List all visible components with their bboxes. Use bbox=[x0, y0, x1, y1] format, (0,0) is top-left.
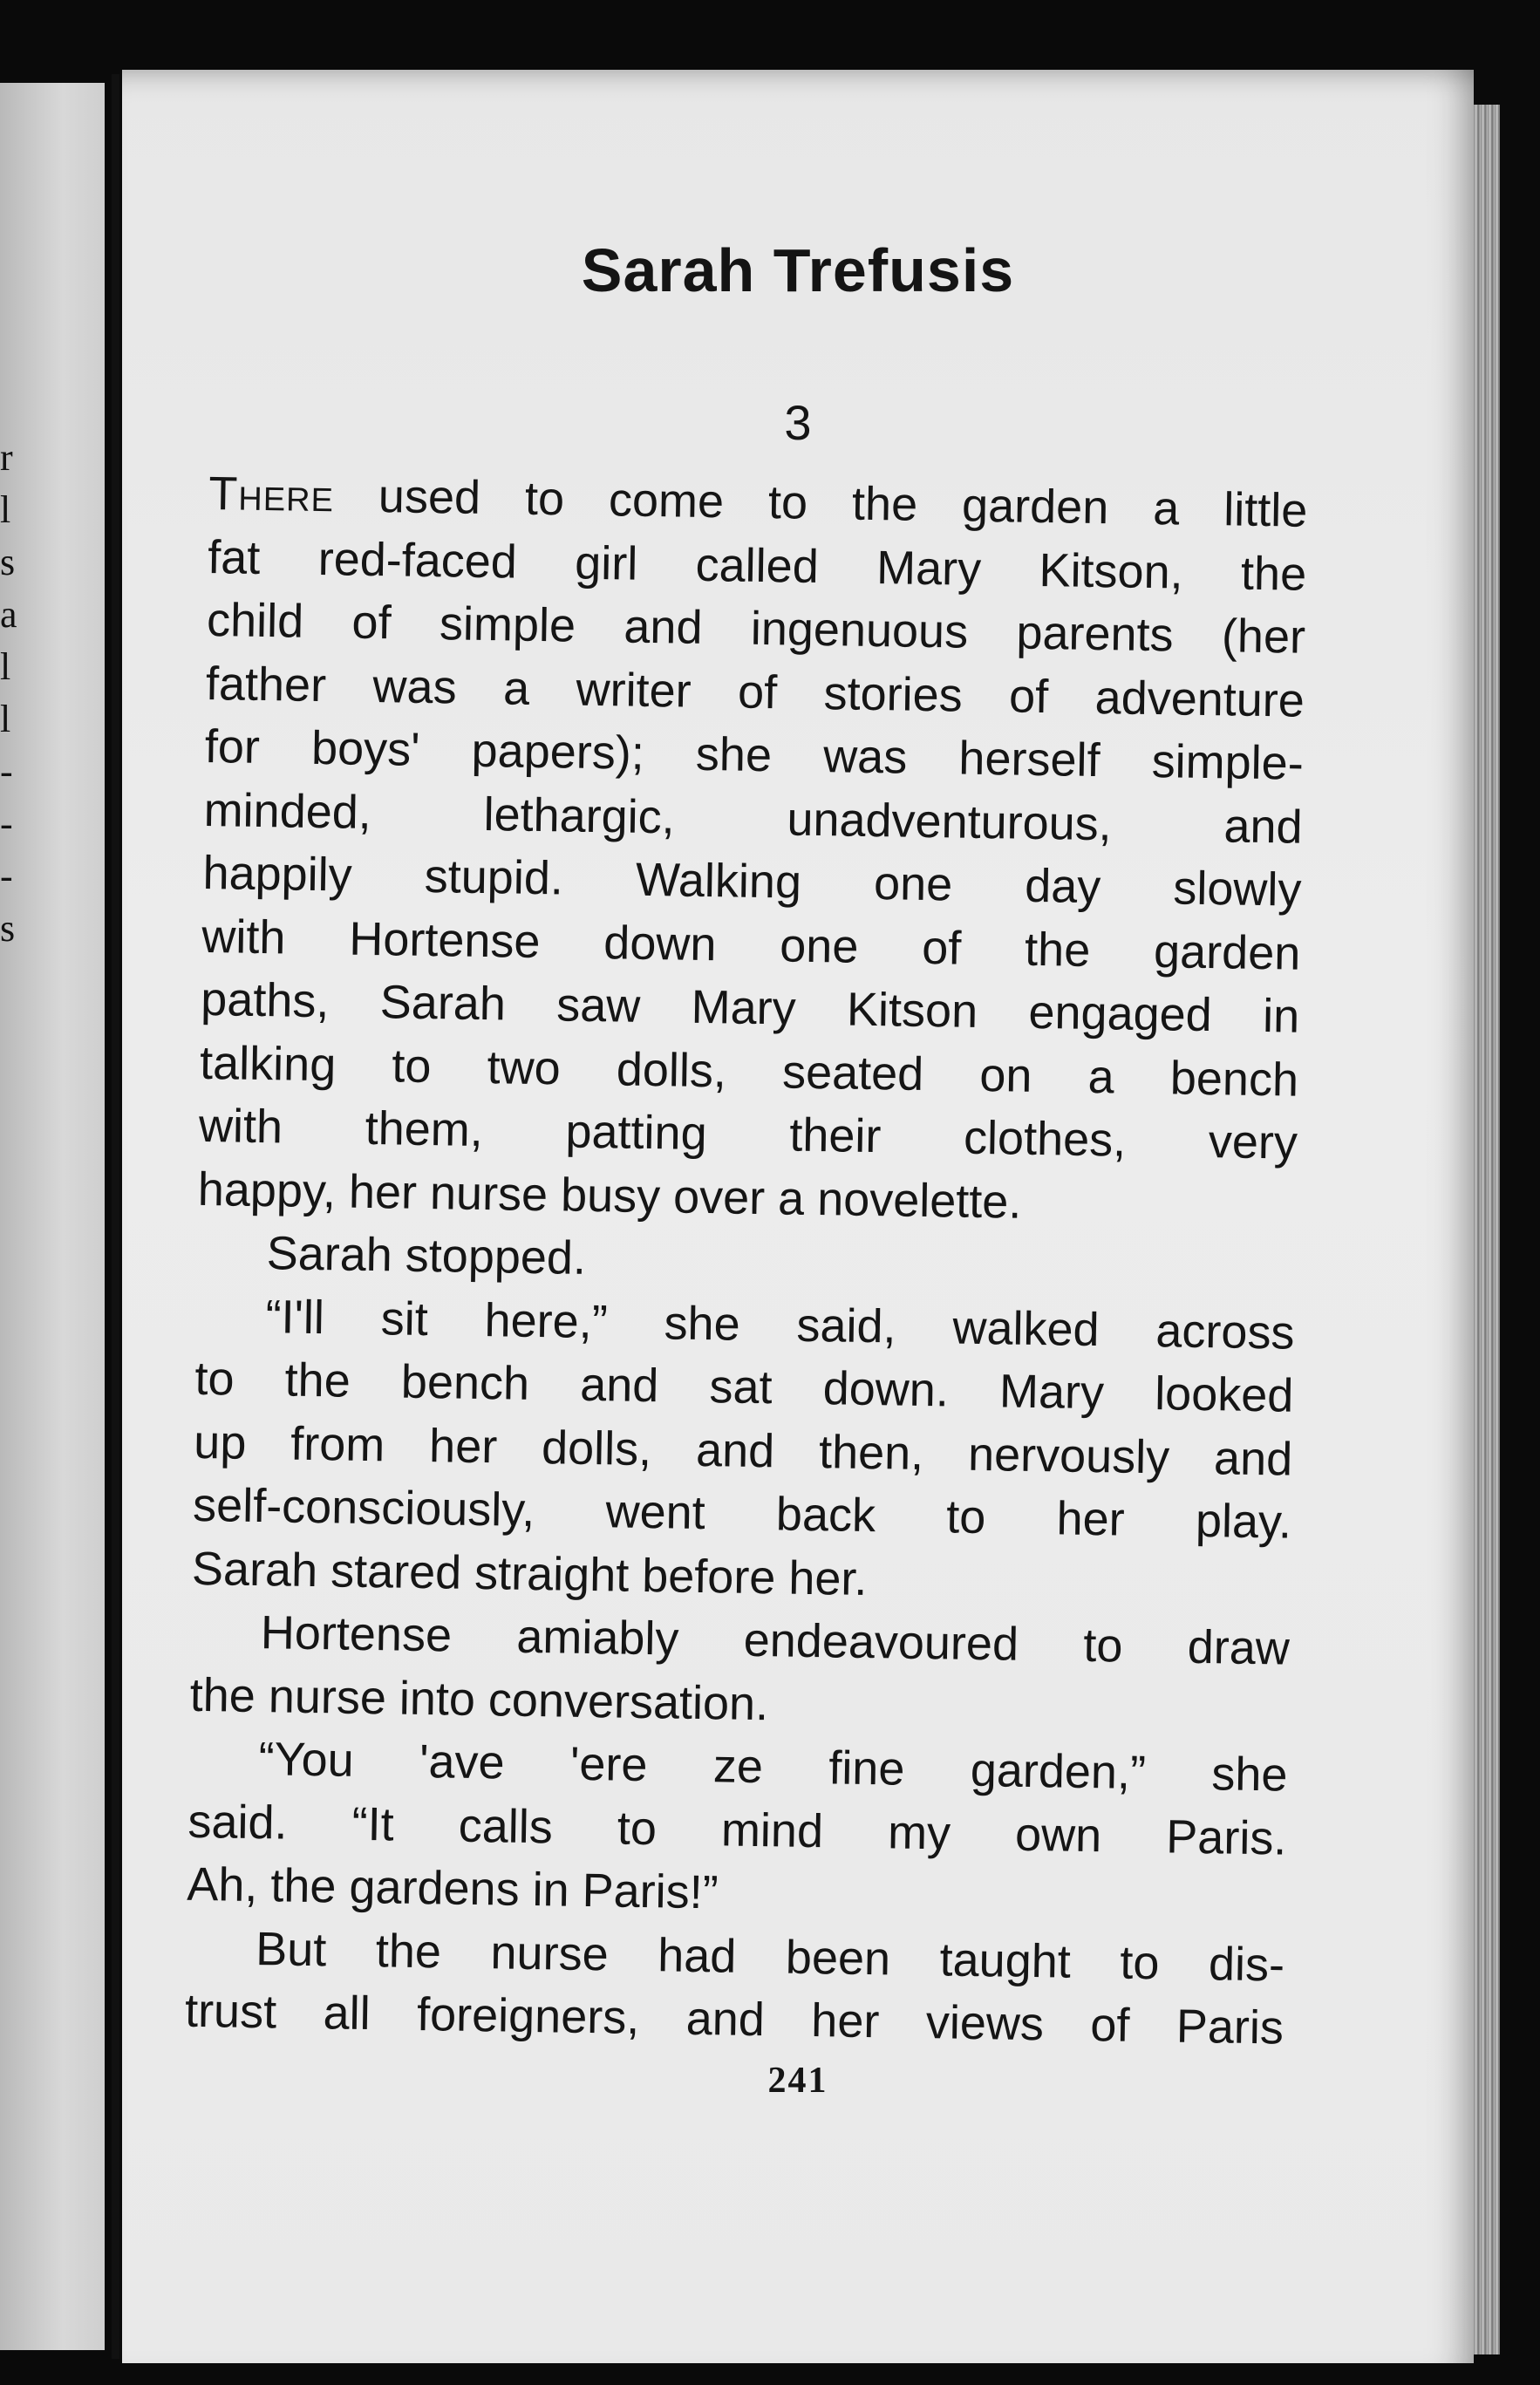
text-line: But the nurse had been taught to dis- bbox=[255, 1922, 1285, 1992]
body-text bbox=[185, 462, 1308, 2060]
text-line: with Hortense down one of the garden bbox=[201, 910, 1301, 980]
text-line: trust all foreigners, and her views of Paris bbox=[184, 1984, 1284, 2055]
text-line: Hortense amiably endeavoured to draw bbox=[260, 1606, 1291, 1675]
facing-page-letters: r l s a l l - - - s bbox=[0, 436, 17, 950]
text-line: self-consciously, went back to her play. bbox=[192, 1478, 1292, 1549]
text-line: minded, lethargic, unadventurous, and bbox=[203, 783, 1304, 854]
text-line: with them, patting their clothes, very bbox=[198, 1099, 1298, 1169]
text-line: child of simple and ingenuous parents (her bbox=[206, 593, 1306, 664]
text-line: fat red-faced girl called Mary Kitson, the bbox=[207, 530, 1307, 601]
text-line: There used to come to the garden a little bbox=[208, 467, 1308, 537]
text-line: happily stupid. Walking one day slowly bbox=[202, 846, 1302, 917]
text-line: to the bench and sat down. Mary looked bbox=[194, 1352, 1294, 1422]
book-gutter bbox=[112, 74, 119, 2359]
text-line: Sarah stopped. bbox=[266, 1227, 587, 1284]
text-line: for boys' papers); she was herself simple- bbox=[204, 719, 1305, 790]
text-line: said. “It calls to mind my own Paris. bbox=[187, 1795, 1287, 1865]
text-line: up from her dolls, and then, nervously and bbox=[193, 1415, 1293, 1486]
facing-page-edge bbox=[0, 83, 105, 2350]
text-line: paths, Sarah saw Mary Kitson engaged in bbox=[200, 972, 1300, 1043]
text-line: father was a writer of stories of adventure bbox=[205, 657, 1305, 727]
text-line: talking to two dolls, seated on a bench bbox=[199, 1036, 1299, 1107]
section-number: 3 bbox=[784, 395, 812, 450]
page-number: 241 bbox=[767, 2061, 828, 2101]
text-line: “I'll sit here,” she said, walked across bbox=[265, 1290, 1295, 1359]
running-title: Sarah Trefusis bbox=[581, 236, 1015, 304]
drop-word: There bbox=[208, 467, 335, 522]
text-line: Sarah stared straight before her. bbox=[191, 1542, 868, 1605]
text-line: the nurse into conversation. bbox=[189, 1668, 769, 1730]
page-edge-stack bbox=[1474, 105, 1500, 2354]
text-line: Ah, the gardens in Paris!” bbox=[186, 1857, 719, 1919]
text-line: happy, her nurse busy over a novelette. bbox=[197, 1162, 1022, 1229]
text-line: “You 'ave 'ere ze fine garden,” she bbox=[258, 1733, 1288, 1802]
